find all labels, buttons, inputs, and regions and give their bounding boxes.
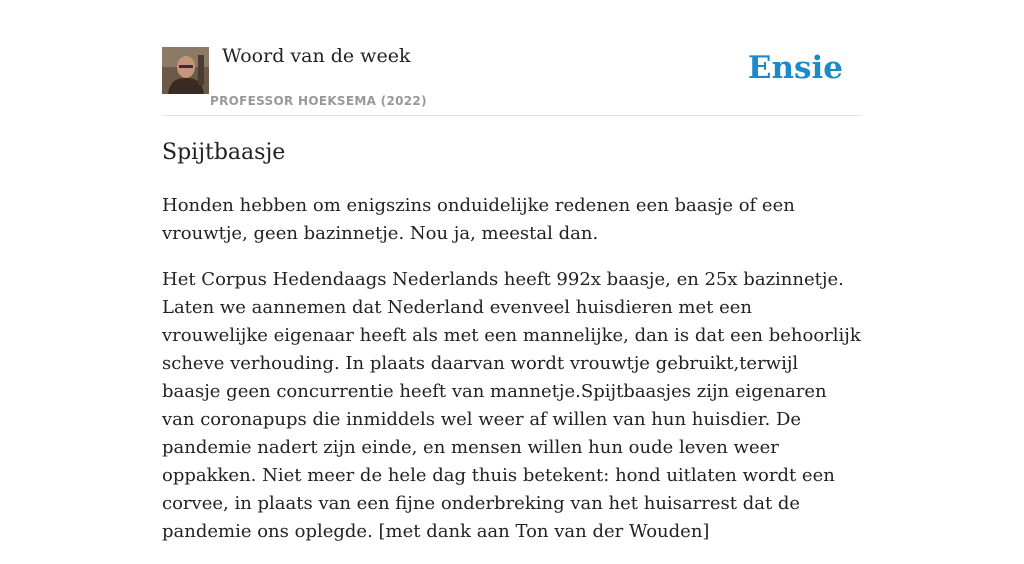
- author-avatar[interactable]: [162, 47, 209, 94]
- author-name[interactable]: PROFESSOR HOEKSEMA (2022): [210, 94, 427, 108]
- entry-paragraph: Het Corpus Hedendaags Nederlands heeft 992x baasje, en 25x bazinnetje. Laten we aannemen dat Nederland evenveel huisdieren met een vrouwelijke eigenaar heeft als met een mannelijke, dan is dat een behoorlijk scheve verhouding. In plaats daarvan wordt vrouwtje gebruikt,terwijl baasje geen concurrentie heeft van mannetje.Spijtbaasjes zijn eigenaren van coronapups die inmiddels wel weer af willen van hun huisdier. De pandemie nadert zijn einde, en mensen willen hun oude leven weer oppakken. Niet meer de hele dag thuis betekent: hond uitlaten wordt een corvee, in plaats van een fijne onderbreking van het huisarrest dat de pandemie ons oplegde. [met dank aan Ton van der Wouden]: [162, 269, 861, 542]
- entry-paragraph: Honden hebben om enigszins onduidelijke redenen een baasje of een vrouwtje, geen bazinnetje. Nou ja, meestal dan.: [162, 195, 795, 244]
- author-photo-icon: [162, 47, 209, 94]
- entry-body: [162, 192, 862, 564]
- brand-logo[interactable]: Ensie: [747, 50, 843, 86]
- collection-title[interactable]: Woord van de week: [222, 45, 411, 67]
- entry-card: [162, 0, 862, 542]
- entry-title: Spijtbaasje: [162, 140, 286, 165]
- entry-header: [162, 0, 862, 116]
